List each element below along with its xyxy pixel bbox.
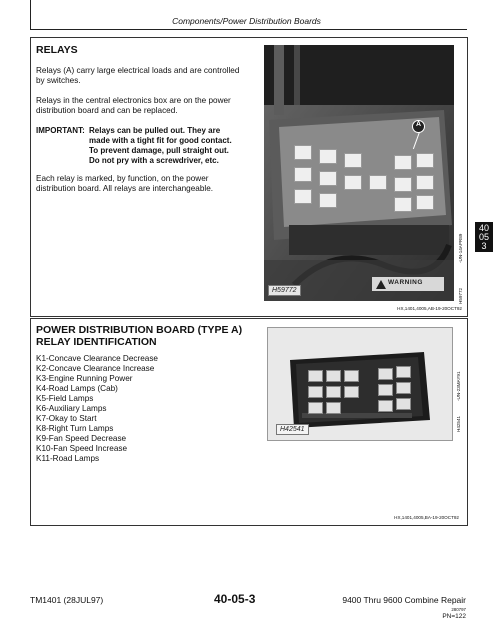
relay-block: [344, 175, 362, 190]
board-section: [30, 318, 468, 526]
important-line-3: To prevent damage, pull straight out.: [89, 146, 229, 155]
relay-id-item: K6-Auxiliary Lamps: [36, 404, 107, 413]
relay-block: [319, 193, 337, 208]
relay-id-list: [36, 354, 236, 464]
relay-block: [294, 145, 312, 160]
relay-block: [394, 155, 412, 170]
board-relay: [308, 386, 323, 398]
relay-id-item: K11-Road Lamps: [36, 454, 100, 463]
footer-date-code: 280797: [451, 607, 466, 612]
board-relay: [396, 366, 411, 378]
relay-block: [416, 153, 434, 168]
board-photo-id-label: H42541: [276, 424, 309, 435]
relays-section: [30, 37, 468, 317]
relays-paragraph-2: [36, 96, 261, 116]
photo1-side-id: H59772: [458, 287, 463, 304]
relay-id-item: K3-Engine Running Power: [36, 374, 133, 383]
board-relay: [326, 370, 341, 382]
relay-id-item: K1-Concave Clearance Decrease: [36, 354, 158, 363]
footer-manual-title: 9400 Thru 9600 Combine Repair: [342, 595, 466, 605]
photo-id-label: H59772: [268, 285, 301, 296]
relay-id-item: K4-Road Lamps (Cab): [36, 384, 118, 393]
relay-block: [416, 195, 434, 210]
relay-block: [394, 197, 412, 212]
relay-id-item: K5-Field Lamps: [36, 394, 94, 403]
relays-p2-line-2: distribution board and can be replaced.: [36, 106, 178, 115]
relay-box-photo-graphic: [264, 45, 454, 301]
board-relay: [378, 400, 393, 412]
relay-block: [344, 153, 362, 168]
board-relay: [378, 368, 393, 380]
board-title-line-2: RELAY IDENTIFICATION: [36, 336, 157, 348]
relay-block: [394, 177, 412, 192]
important-text: [89, 126, 264, 166]
important-line-1: Relays can be pulled out. They are: [89, 126, 221, 135]
photo2-side-code: -UN-23MAY91: [456, 371, 461, 401]
photo2-side-id: H42541: [456, 415, 461, 432]
board-relay: [326, 402, 341, 414]
important-line-4: Do not pry with a screwdriver, etc.: [89, 156, 219, 165]
board-relay: [308, 402, 323, 414]
relay-id-item: K8-Right Turn Lamps: [36, 424, 114, 433]
board-title: [36, 324, 242, 348]
board-relay: [344, 386, 359, 398]
board-relay: [326, 386, 341, 398]
footer-page-number: 40-05-3: [214, 592, 256, 606]
tab-line-1: 40: [478, 223, 489, 233]
warning-label: WARNING: [388, 279, 423, 286]
relays-paragraph-3: [36, 174, 261, 194]
board-relay: [308, 370, 323, 382]
relay-block: [294, 189, 312, 204]
board-relay: [396, 382, 411, 394]
relays-title: RELAYS: [36, 44, 78, 56]
callout-a-label: A: [415, 121, 422, 128]
section-tab: [475, 222, 493, 252]
relays-p1-line-2: by switches.: [36, 76, 81, 85]
relay-block: [369, 175, 387, 190]
board-relay: [396, 398, 411, 410]
board-title-line-1: POWER DISTRIBUTION BOARD (TYPE A): [36, 324, 243, 336]
relay-block: [319, 171, 337, 186]
board-relay: [378, 384, 393, 396]
relay-box-photo: [264, 45, 454, 301]
footer-tm-number: TM1401 (28JUL97): [30, 595, 104, 605]
tab-line-3: 3: [481, 241, 487, 251]
relay-id-item: K7-Okay to Start: [36, 414, 97, 423]
relays-p3-line-1: Each relay is marked, by function, on the power: [36, 174, 209, 183]
relays-p1-line-1: Relays (A) carry large electrical loads and are controlled: [36, 66, 240, 75]
relay-id-item: K9-Fan Speed Decrease: [36, 434, 127, 443]
distribution-board-photo: [267, 327, 453, 441]
relays-paragraph-1: [36, 66, 261, 86]
page-header-title: Components/Power Distribution Boards: [172, 16, 321, 26]
important-label: IMPORTANT:: [36, 126, 85, 135]
photo1-side-code: -UN-14APR89: [458, 233, 463, 263]
tab-line-2: 05: [478, 232, 489, 242]
relay-block: [319, 149, 337, 164]
relay-block: [294, 167, 312, 182]
board-relay: [344, 370, 359, 382]
relay-block: [416, 175, 434, 190]
relay-id-item: K10-Fan Speed Increase: [36, 444, 128, 453]
relay-id-item: K2-Concave Clearance Increase: [36, 364, 155, 373]
relays-p3-line-2: distribution board. All relays are interchangeable.: [36, 184, 214, 193]
footer-pn: PN=122: [442, 613, 466, 620]
relays-p2-line-1: Relays in the central electronics box are on the power: [36, 96, 231, 105]
header-rule: [30, 29, 467, 30]
important-line-2: made with a tight fit for good contact.: [89, 136, 232, 145]
relays-caption: HX,1401,4005,AB-19-20OCT92: [397, 306, 462, 311]
board-caption: HX,1401,4005,BA-19-20OCT92: [394, 515, 459, 520]
